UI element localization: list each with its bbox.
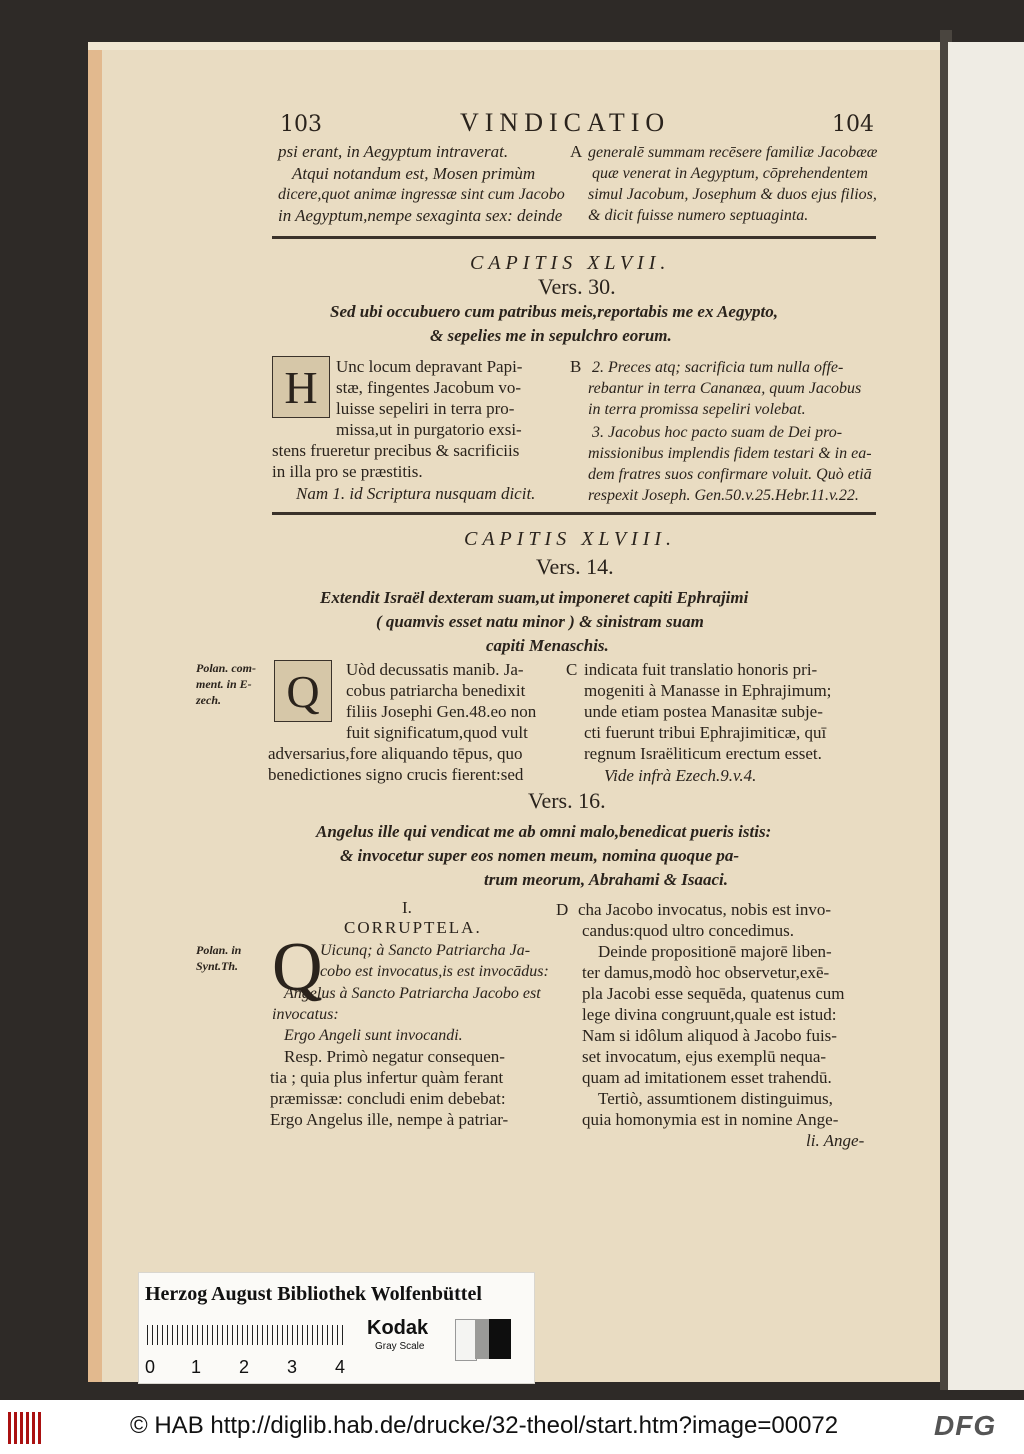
gray-patch-white — [455, 1319, 477, 1361]
text-line: respexit Joseph. Gen.50.v.25.Hebr.11.v.22. — [588, 487, 859, 504]
copyright-link[interactable]: © HAB http://diglib.hab.de/drucke/32-theol/start.htm?image=00072 — [130, 1412, 839, 1439]
text-line: quia homonymia est in nomine Ange- — [582, 1110, 839, 1129]
text-line: li. Ange- — [806, 1131, 865, 1150]
text-line: in terra promissa sepeliri volebat. — [588, 401, 806, 418]
text-line: præmissæ: concludi enim debebat: — [270, 1089, 506, 1108]
gray-patch-mid — [475, 1319, 489, 1359]
text-line: 2. Preces atq; sacrificia tum nulla offe- — [592, 359, 844, 376]
section-divider — [272, 236, 876, 239]
text-line: Ergo Angeli sunt invocandi. — [284, 1027, 463, 1044]
verse-heading: Vers. 14. — [536, 554, 614, 579]
column-marker: C — [566, 660, 578, 679]
text-line: stæ, fingentes Jacobum vo- — [336, 378, 522, 397]
text-line: luisse sepeliri in terra pro- — [336, 399, 515, 418]
scale-number: 1 — [191, 1357, 202, 1377]
text-line: in illa pro se præstitis. — [272, 462, 423, 481]
text-line: dicere,quot animæ ingressæ sint cum Jacobo — [278, 186, 565, 203]
chapter-heading: CAPITIS XLVII. — [470, 252, 671, 274]
text-line: fuit significatum,quod vult — [346, 723, 528, 742]
text-line: Tertiò, assumtionem distinguimus, — [598, 1089, 833, 1108]
color-calibration-card — [138, 1272, 535, 1384]
text-line: cobus patriarcha benedixit — [346, 681, 526, 700]
lemma-line: ( quamvis esset natu minor ) & sinistram suam — [376, 612, 704, 631]
text-line: Nam si idôlum aliquod à Jacobo fuis- — [582, 1026, 837, 1045]
column-marker: D — [556, 900, 569, 919]
right-page-number: 104 — [832, 112, 874, 137]
text-line: missionibus implendis fidem testari & in ea- — [588, 445, 872, 462]
text-line: Deinde propositionē majorē liben- — [598, 942, 832, 961]
text-line: ter damus,modò hoc observetur,exē- — [582, 963, 830, 982]
lemma-line: Angelus ille qui vendicat me ab omni malo,benedicat pueris istis: — [316, 822, 772, 841]
lemma-line: trum meorum, Abrahami & Isaaci. — [484, 870, 729, 889]
text-line: filiis Josephi Gen.48.eo non — [346, 702, 537, 721]
text-line: Resp. Primò negatur consequen- — [284, 1047, 505, 1066]
lemma-line: & sepelies me in sepulchro eorum. — [430, 326, 672, 345]
text-line: cha Jacobo invocatus, nobis est invo- — [578, 900, 832, 919]
text-line: regnum Israëliticum erectum esset. — [584, 744, 822, 763]
subheading: CORRUPTELA. — [344, 918, 482, 937]
page-fore-edge — [88, 46, 102, 1382]
section-numeral: I. — [402, 898, 412, 917]
text-line: tia ; quia plus infertur quàm ferant — [270, 1068, 504, 1087]
text-line: Uicunq; à Sancto Patriarcha Ja- — [320, 942, 531, 959]
decorated-initial: H — [272, 356, 330, 418]
verse-heading: Vers. 16. — [528, 788, 606, 813]
text-line: generalē summam recēsere familiæ Jacobææ — [588, 144, 878, 161]
lemma-line: Sed ubi occubuero cum patribus meis,reportabis me ex Aegypto, — [330, 302, 778, 321]
text-line: & dicit fuisse numero septuaginta. — [588, 207, 809, 224]
text-line: cti fuerunt tribui Ephrajimiticæ, quī — [584, 723, 827, 742]
text-line: invocatus: — [272, 1006, 339, 1023]
large-initial: Q — [272, 929, 323, 1006]
lemma-line: Extendit Israël dexteram suam,ut imponeret capiti Ephrajimi — [320, 588, 749, 607]
text-line: dem fratres suos confirmare voluit. Quò etiā — [588, 466, 872, 483]
gray-scale-label: Gray Scale — [375, 1341, 425, 1352]
text-line: Uòd decussatis manib. Ja- — [346, 660, 524, 679]
text-line: quam ad imitationem esset trahendū. — [582, 1068, 832, 1087]
hab-logo-icon — [8, 1412, 42, 1444]
running-title: VINDICATIO — [460, 108, 671, 137]
text-line: unde etiam postea Manasitæ subje- — [584, 702, 823, 721]
text-line: lege divina congruunt,quale est istud: — [582, 1005, 837, 1024]
kodak-logo: Kodak — [367, 1317, 429, 1339]
text-line: stens frueretur precibus & sacrificiis — [272, 441, 520, 460]
text-line: Ergo Angelus ille, nempe à patriar- — [270, 1110, 509, 1129]
lemma-line: & invocetur super eos nomen meum, nomina quoque pa- — [340, 846, 740, 865]
scale-number: 0 — [145, 1357, 156, 1377]
text-line: adversarius,fore aliquando tēpus, quo — [268, 744, 523, 763]
text-line: indicata fuit translatio honoris pri- — [584, 660, 818, 679]
footer-bar — [0, 1400, 1024, 1454]
text-line: missa,ut in purgatorio exsi- — [336, 420, 522, 439]
left-page-number: 103 — [280, 112, 322, 137]
scale-number: 2 — [239, 1357, 250, 1377]
text-line: psi erant, in Aegyptum intraverat. — [278, 142, 509, 161]
column-marker: B — [570, 357, 582, 376]
text-line: quæ venerat in Aegyptum, cōprehendentem — [592, 165, 868, 182]
margin-note: Polan. com-ment. in E-zech. — [196, 661, 256, 707]
verse-heading: Vers. 30. — [538, 274, 616, 299]
margin-note: Polan. in Synt.Th. — [196, 943, 242, 973]
text-line: Atqui notandum est, Mosen primùm — [292, 164, 536, 183]
text-line: rebantur in terra Cananæa, quum Jacobus — [588, 380, 862, 397]
ruler-scale — [147, 1325, 347, 1345]
text-line: cobo est invocatus,is est invocādus: — [320, 963, 549, 980]
page-top-edge — [88, 42, 940, 50]
section-divider — [272, 512, 876, 515]
text-line: in Aegyptum,nempe sexaginta sex: deinde — [278, 206, 563, 225]
lemma-line: capiti Menaschis. — [486, 636, 609, 655]
decorated-initial: Q — [274, 660, 332, 722]
facing-page-edge — [948, 42, 1024, 1390]
column-marker: A — [570, 142, 583, 161]
scale-number: 4 — [335, 1357, 346, 1377]
scale-number: 3 — [287, 1357, 298, 1377]
dfg-logo: DFG — [934, 1410, 997, 1441]
text-line: mogeniti à Manasse in Ephrajimum; — [584, 681, 832, 700]
text-line: Angelus à Sancto Patriarcha Jacobo est — [284, 985, 541, 1002]
text-line: candus:quod ultro concedimus. — [582, 921, 794, 940]
text-line: Vide infrà Ezech.9.v.4. — [604, 766, 757, 785]
gray-patch-black — [489, 1319, 511, 1359]
text-line: 3. Jacobus hoc pacto suam de Dei pro- — [592, 424, 843, 441]
chapter-heading: CAPITIS XLVIII. — [464, 528, 677, 550]
library-name: Herzog August Bibliothek Wolfenbüttel — [145, 1283, 482, 1305]
text-line: benedictiones signo crucis fierent:sed — [268, 765, 524, 784]
text-line: simul Jacobum, Josephum & duos ejus filios, — [588, 186, 877, 203]
text-line: pla Jacobi esse sequēda, quatenus cum — [582, 984, 845, 1003]
text-line: set invocatum, ejus exemplū nequa- — [582, 1047, 827, 1066]
text-line: Unc locum depravant Papi- — [336, 357, 523, 376]
text-line: Nam 1. id Scriptura nusquam dicit. — [296, 484, 536, 503]
